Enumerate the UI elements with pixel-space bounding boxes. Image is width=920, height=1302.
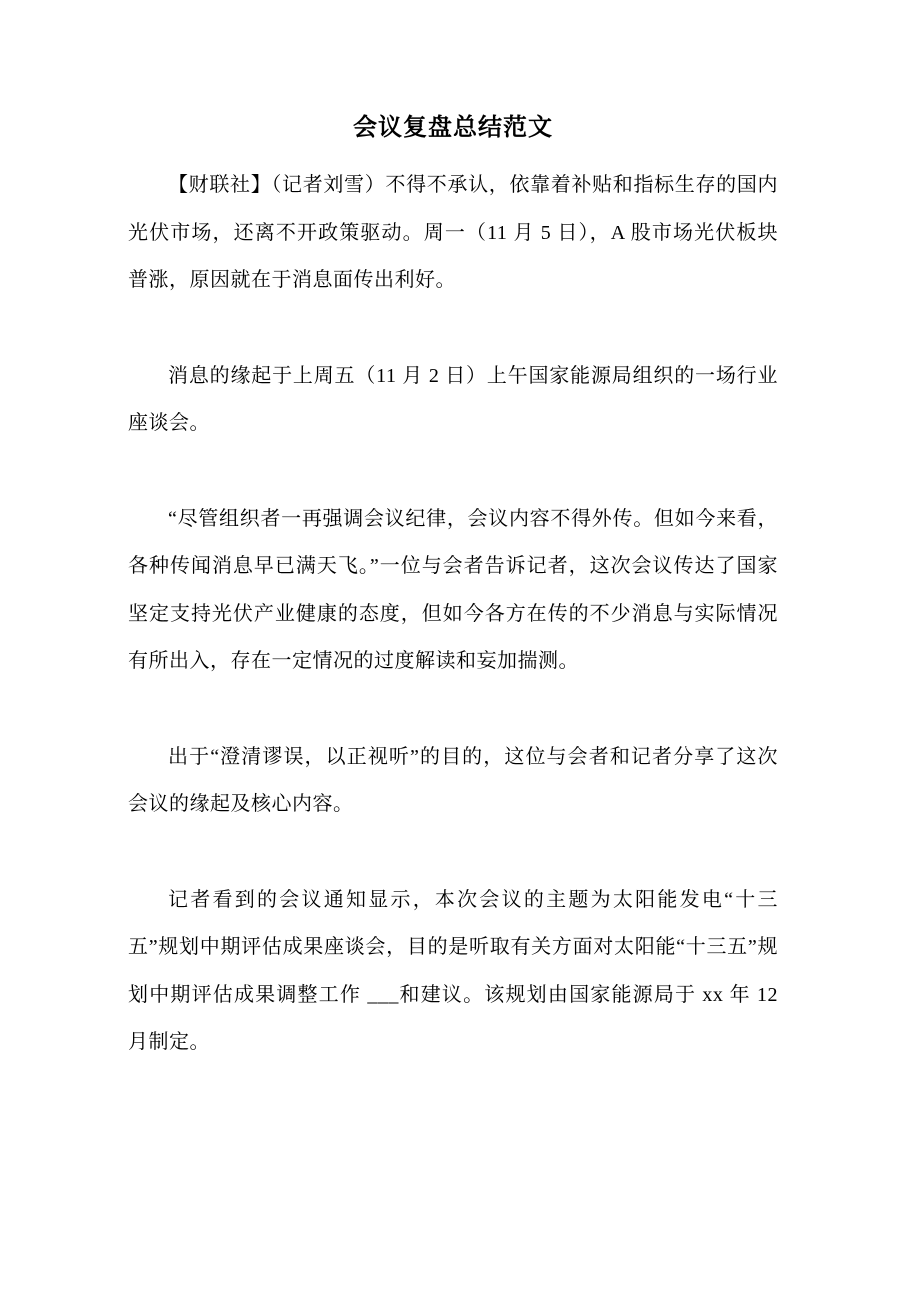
paragraph-intro: 【财联社】（记者刘雪）不得不承认，依靠着补贴和指标生存的国内光伏市场，还离不开政策驱动。周一（11 月 5 日），A 股市场光伏板块普涨，原因就在于消息面传出利好。 bbox=[128, 174, 778, 291]
paragraph-purpose: 出于“澄清谬误，以正视听”的目的，这位与会者和记者分享了这次会议的缘起及核心内容。 bbox=[128, 745, 778, 815]
document-title: 会议复盘总结范文 bbox=[353, 115, 553, 141]
paragraph-quote-attendee: “尽管组织者一再强调会议纪律，会议内容不得外传。但如今来看，各种传闻消息早已满天飞。”一位与会者告诉记者，这次会议传达了国家坚定支持光伏产业健康的态度，但如今各方在传的不少消息与实际情况有所出入，存在一定情况的过度解读和妄加揣测。 bbox=[128, 507, 778, 672]
paragraph-origin: 消息的缘起于上周五（11 月 2 日）上午国家能源局组织的一场行业座谈会。 bbox=[128, 364, 778, 434]
paragraph-meeting-notice: 记者看到的会议通知显示，本次会议的主题为太阳能发电“十三五”规划中期评估成果座谈会，目的是听取有关方面对太阳能“十三五”规划中期评估成果调整工作 ___和建议。该规划由国家能源局于 xx 年 12 月制定。 bbox=[128, 888, 778, 1053]
